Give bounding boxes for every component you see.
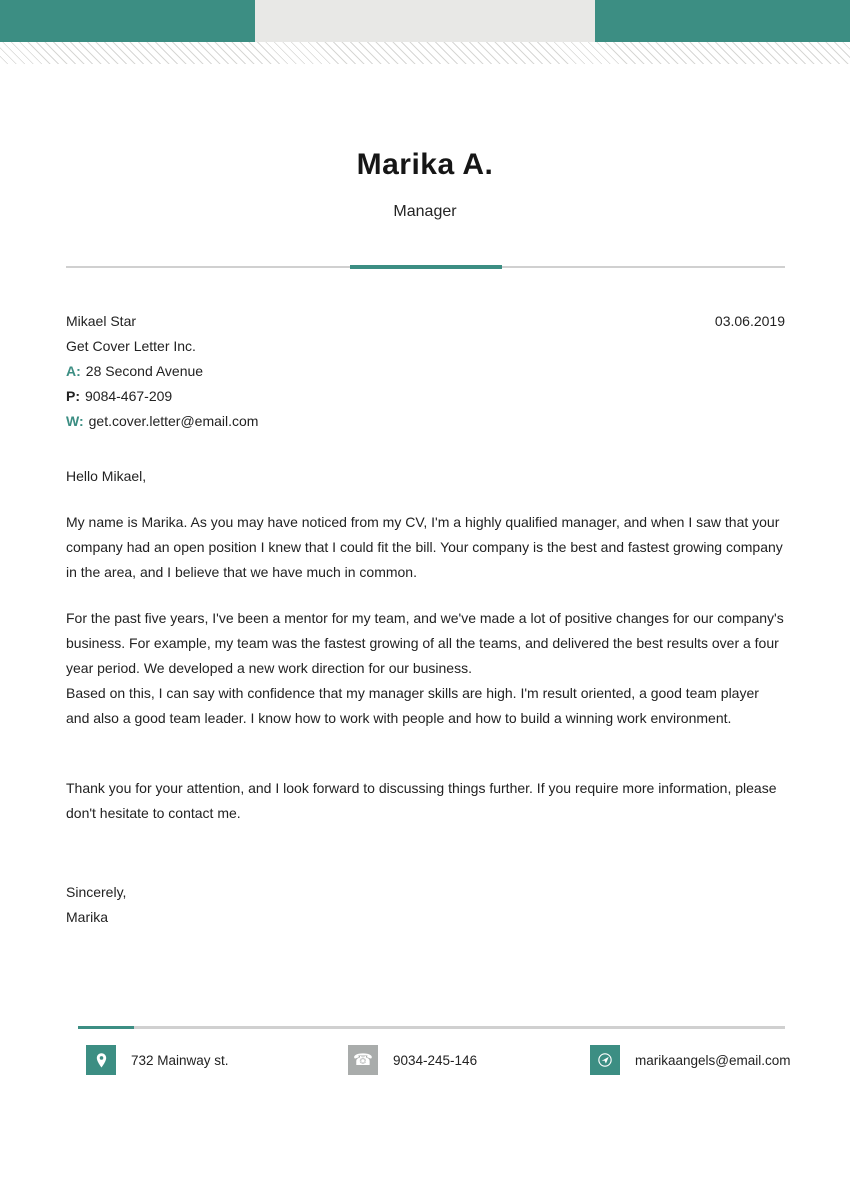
recipient-name: Mikael Star [66,313,137,329]
contact-address-label: 732 Mainway st. [131,1052,229,1068]
website-value: get.cover.letter@email.com [88,413,259,429]
footer-divider [78,1026,785,1029]
header-divider [66,266,785,268]
email-globe-icon [590,1045,620,1075]
header-block-center [255,0,595,42]
contact-phone-label: 9034-245-146 [393,1052,478,1068]
page-title: Marika A. [356,148,494,181]
recipient-block [66,309,785,434]
address-label: A: [66,363,81,379]
footer-divider-accent [78,1026,134,1029]
recipient-address-line [66,359,785,384]
contact-address [86,1045,229,1075]
website-label: W: [66,413,84,429]
diagonal-stripes-band [0,42,850,64]
letter-body [66,464,785,930]
header-banner [0,0,850,42]
header-block-right [595,0,850,42]
signature: Marika [66,909,109,925]
recipient-website-line [66,409,785,434]
recipient-phone-line [66,384,785,409]
closing: Sincerely, [66,884,127,900]
contact-email [590,1045,791,1075]
header-divider-accent [350,265,502,269]
letter-paragraph: Based on this, I can say with confidence that my manager skills are high. I'm result oriented, a good team player and also a good team leader. I know how to work with people and how to build a winning work environment. [66,685,759,726]
letter-date: 03.06.2019 [714,313,785,329]
letter-footer [0,1026,850,1075]
salutation: Hello Mikael, [66,468,147,484]
phone-label: P: [66,388,80,404]
letter-paragraph: For the past five years, I've been a mentor for my team, and we've made a lot of positive changes for our company's business. For example, my team was the fastest growing of all the teams, and delivered the best results over a four year period. We developed a new work direction for our business. [66,610,784,676]
phone-icon: ☎ [348,1045,378,1075]
contact-email-label: marikaangels@email.com [635,1052,791,1068]
footer-contacts [86,1045,791,1075]
header-block-left [0,0,255,42]
letter-paragraph: My name is Marika. As you may have noticed from my CV, I'm a highly qualified manager, and when I saw that your company had an open position I knew that I could fit the bill. Your company is the best and fastest growing company in the area, and I believe that we have much in common. [66,514,783,580]
location-pin-icon [86,1045,116,1075]
contact-phone [348,1045,477,1075]
page-subtitle: Manager [393,203,457,220]
recipient-company: Get Cover Letter Inc. [66,338,196,354]
phone-value: 9084-467-209 [85,388,173,404]
address-value: 28 Second Avenue [85,363,204,379]
letter-content [0,147,850,930]
letter-paragraph: Thank you for your attention, and I look forward to discussing things further. If you require more information, please don't hesitate to contact me. [66,780,777,821]
